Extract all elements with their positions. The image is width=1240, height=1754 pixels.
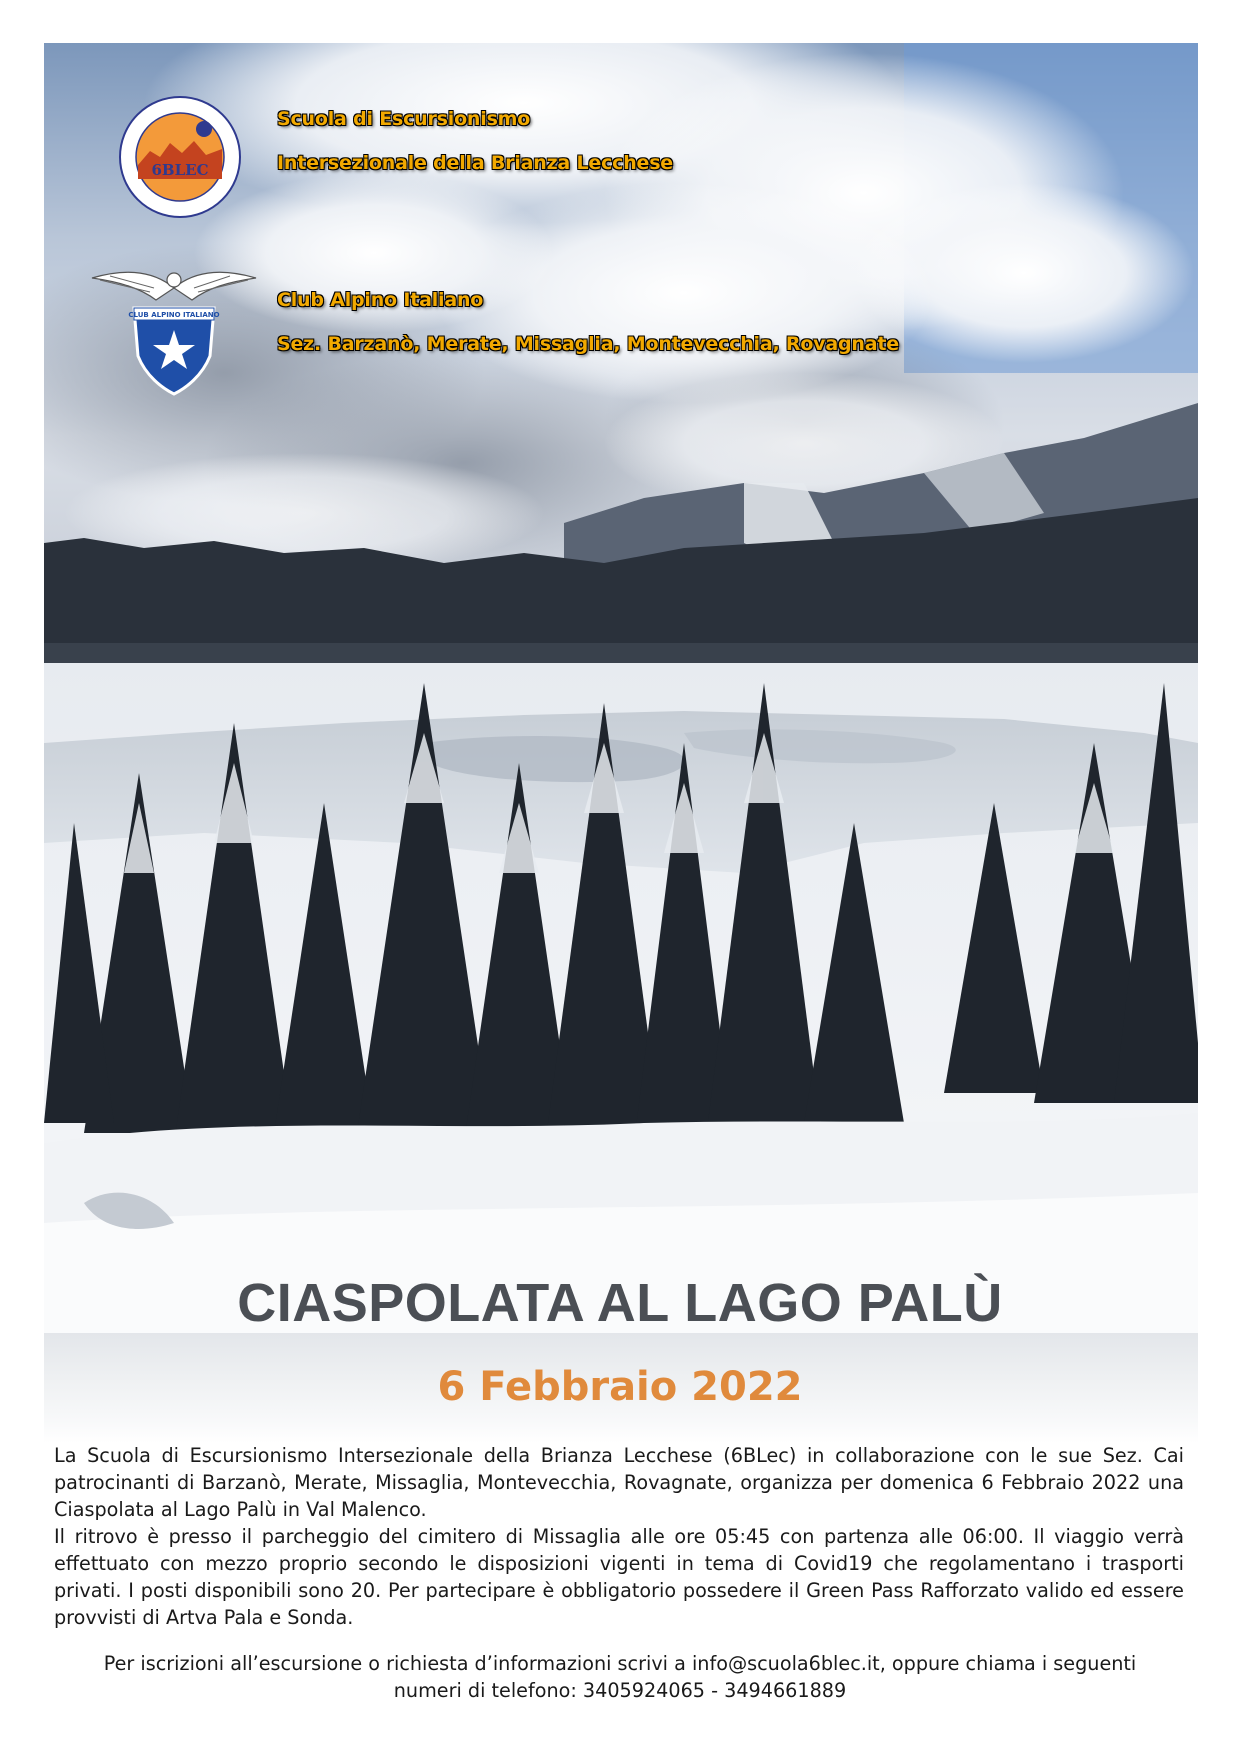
cai-logo-text: CLUB ALPINO ITALIANO (128, 311, 220, 319)
6blec-school-logo-icon (118, 95, 242, 219)
cai-name-line1: Club Alpino Italiano (277, 289, 484, 311)
contact-info (0, 1650, 1240, 1704)
cai-sections-line: Sez. Barzanò, Merate, Missaglia, Montevecchia, Rovagnate (277, 333, 899, 355)
description-paragraph-1: La Scuola di Escursionismo Intersezionale della Brianza Lecchese (6BLec) in collaborazione con le sue Sez. Cai patrocinanti di Barzanò, Merate, Missaglia, Montevecchia, Rovagnate, organizza per domenica 6 Febbraio 2022 una Ciaspolata al Lago Palù in Val Malenco. (54, 1444, 1184, 1521)
school-logo-text: 6BLEC (151, 161, 209, 179)
contact-line-2: numeri di telefono: 3405924065 - 3494661889 (393, 1679, 847, 1702)
hero-photo-lago-palu (44, 43, 1198, 1333)
school-name-line1: Scuola di Escursionismo (277, 108, 531, 130)
school-name-line2: Intersezionale della Brianza Lecchese (277, 152, 673, 174)
description-paragraph-2: Il ritrovo è presso il parcheggio del cimitero di Missaglia alle ore 05:45 con partenza alle 06:00. Il viaggio verrà effettuato con mezzo proprio secondo le disposizioni vigenti in tema di Covid19 che regolamentano i trasporti privati. I posti disponibili sono 20. Per partecipare è obbligatorio possedere il Green Pass Rafforzato valido ed essere provvisti di Artva Pala e Sonda. (54, 1525, 1184, 1629)
contact-line-1: Per iscrizioni all’escursione o richiesta d’informazioni scrivi a info@scuola6blec.it, oppure chiama i seguenti (103, 1652, 1137, 1675)
event-title: CIASPOLATA AL LAGO PALÙ (237, 1273, 1003, 1333)
event-date: 6 Febbraio 2022 (437, 1364, 803, 1410)
event-description (54, 1442, 1184, 1631)
cai-eagle-shield-logo-icon (90, 258, 258, 398)
